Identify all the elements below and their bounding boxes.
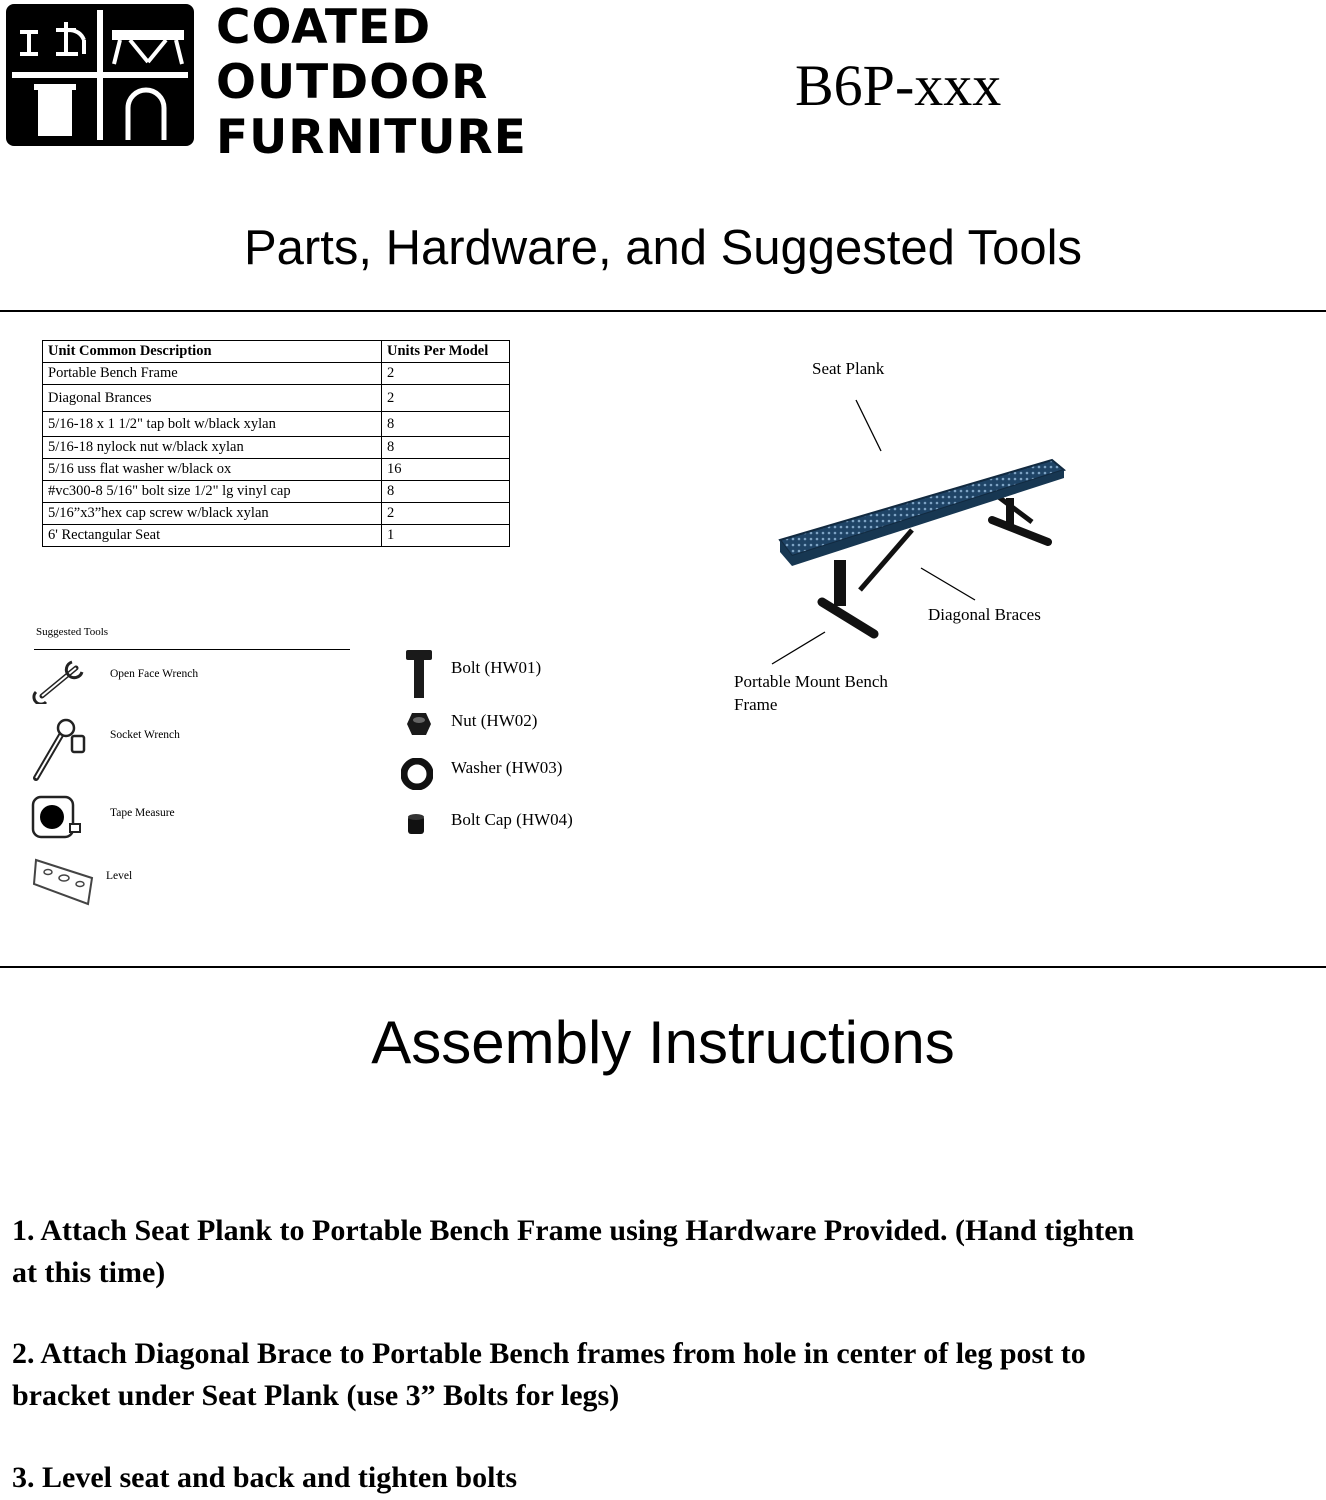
- nut-icon: [406, 711, 432, 742]
- table-cell-description: Portable Bench Frame: [43, 363, 382, 385]
- brand-line-2: OUTDOOR: [216, 55, 489, 110]
- suggested-tools-heading: Suggested Tools: [36, 626, 109, 638]
- hardware-label-nut: Nut (HW02): [451, 711, 538, 730]
- logo-furniture-icon: [6, 4, 194, 146]
- column-header-description: Unit Common Description: [43, 341, 382, 363]
- assembly-step-2: [12, 1333, 1302, 1417]
- table-cell-units: 2: [382, 363, 510, 385]
- level-icon: [32, 854, 96, 915]
- table-cell-units: 8: [382, 437, 510, 459]
- table-cell-description: 5/16”x3”hex cap screw w/black xylan: [43, 503, 382, 525]
- brand-line-1: COATED: [216, 0, 432, 55]
- table-row: [43, 363, 510, 385]
- bolt-icon: [404, 648, 434, 705]
- table-row: [43, 385, 510, 412]
- callout-bench-frame-line-1: Portable Mount Bench: [734, 672, 888, 691]
- assembly-title: Assembly Instructions: [371, 1009, 955, 1076]
- table-row: [43, 412, 510, 437]
- table-cell-description: 5/16-18 x 1 1/2" tap bolt w/black xylan: [43, 412, 382, 437]
- tape-measure-icon: [30, 794, 82, 847]
- callout-diagonal-braces: Diagonal Braces: [928, 605, 1041, 624]
- table-row: [43, 525, 510, 547]
- step-3-line-1: 3. Level seat and back and tighten bolts: [12, 1461, 518, 1494]
- tool-label-socket-wrench: Socket Wrench: [110, 729, 180, 741]
- table-row: [43, 481, 510, 503]
- table-cell-units: 2: [382, 503, 510, 525]
- table-cell-description: #vc300-8 5/16" bolt size 1/2" lg vinyl cap: [43, 481, 382, 503]
- callout-bench-frame: [734, 670, 888, 716]
- hardware-label-washer: Washer (HW03): [451, 758, 563, 777]
- table-row: [43, 503, 510, 525]
- step-1-line-1: 1. Attach Seat Plank to Portable Bench Frame using Hardware Provided. (Hand tighten: [12, 1214, 1135, 1247]
- step-2-line-1: 2. Attach Diagonal Brace to Portable Bench frames from hole in center of leg post to: [12, 1337, 1086, 1370]
- suggested-tools-rule: [34, 649, 350, 650]
- table-cell-units: 1: [382, 525, 510, 547]
- hardware-label-bolt: Bolt (HW01): [451, 658, 542, 677]
- hardware-label-bolt-cap: Bolt Cap (HW04): [451, 810, 573, 829]
- table-cell-units: 8: [382, 481, 510, 503]
- open-face-wrench-icon: [32, 658, 86, 709]
- step-1-line-2: at this time): [12, 1256, 166, 1289]
- table-header-row: [43, 341, 510, 363]
- table-cell-description: 5/16-18 nylock nut w/black xylan: [43, 437, 382, 459]
- socket-wrench-icon: [28, 716, 90, 789]
- brand-line-3: FURNITURE: [216, 110, 527, 165]
- tool-label-level: Level: [106, 870, 133, 882]
- bench-diagram: [730, 380, 1090, 685]
- table-cell-description: 6' Rectangular Seat: [43, 525, 382, 547]
- callout-seat-plank: Seat Plank: [812, 359, 885, 378]
- assembly-step-1: [12, 1210, 1302, 1294]
- callout-bench-frame-line-2: Frame: [734, 695, 778, 714]
- bolt-cap-icon: [406, 812, 426, 841]
- table-cell-description: 5/16 uss flat washer w/black ox: [43, 459, 382, 481]
- brand-logo-mark: [6, 4, 194, 146]
- assembly-step-3: [12, 1457, 1302, 1499]
- bench-illustration: [730, 380, 1090, 680]
- table-cell-description: Diagonal Brances: [43, 385, 382, 412]
- model-code: B6P-xxx: [795, 53, 1002, 118]
- column-header-units: Units Per Model: [382, 341, 510, 363]
- step-2-line-2: bracket under Seat Plank (use 3” Bolts for legs): [12, 1379, 620, 1412]
- table-cell-units: 2: [382, 385, 510, 412]
- parts-section-title: Parts, Hardware, and Suggested Tools: [243, 221, 1083, 275]
- parts-table: [42, 340, 510, 547]
- divider-bottom: [0, 966, 1326, 968]
- tool-label-open-face-wrench: Open Face Wrench: [110, 668, 199, 680]
- table-row: [43, 459, 510, 481]
- washer-icon: [401, 758, 433, 795]
- table-row: [43, 437, 510, 459]
- tool-label-tape-measure: Tape Measure: [110, 807, 175, 819]
- table-cell-units: 16: [382, 459, 510, 481]
- brand-name: [216, 0, 536, 165]
- table-cell-units: 8: [382, 412, 510, 437]
- divider-top: [0, 310, 1326, 312]
